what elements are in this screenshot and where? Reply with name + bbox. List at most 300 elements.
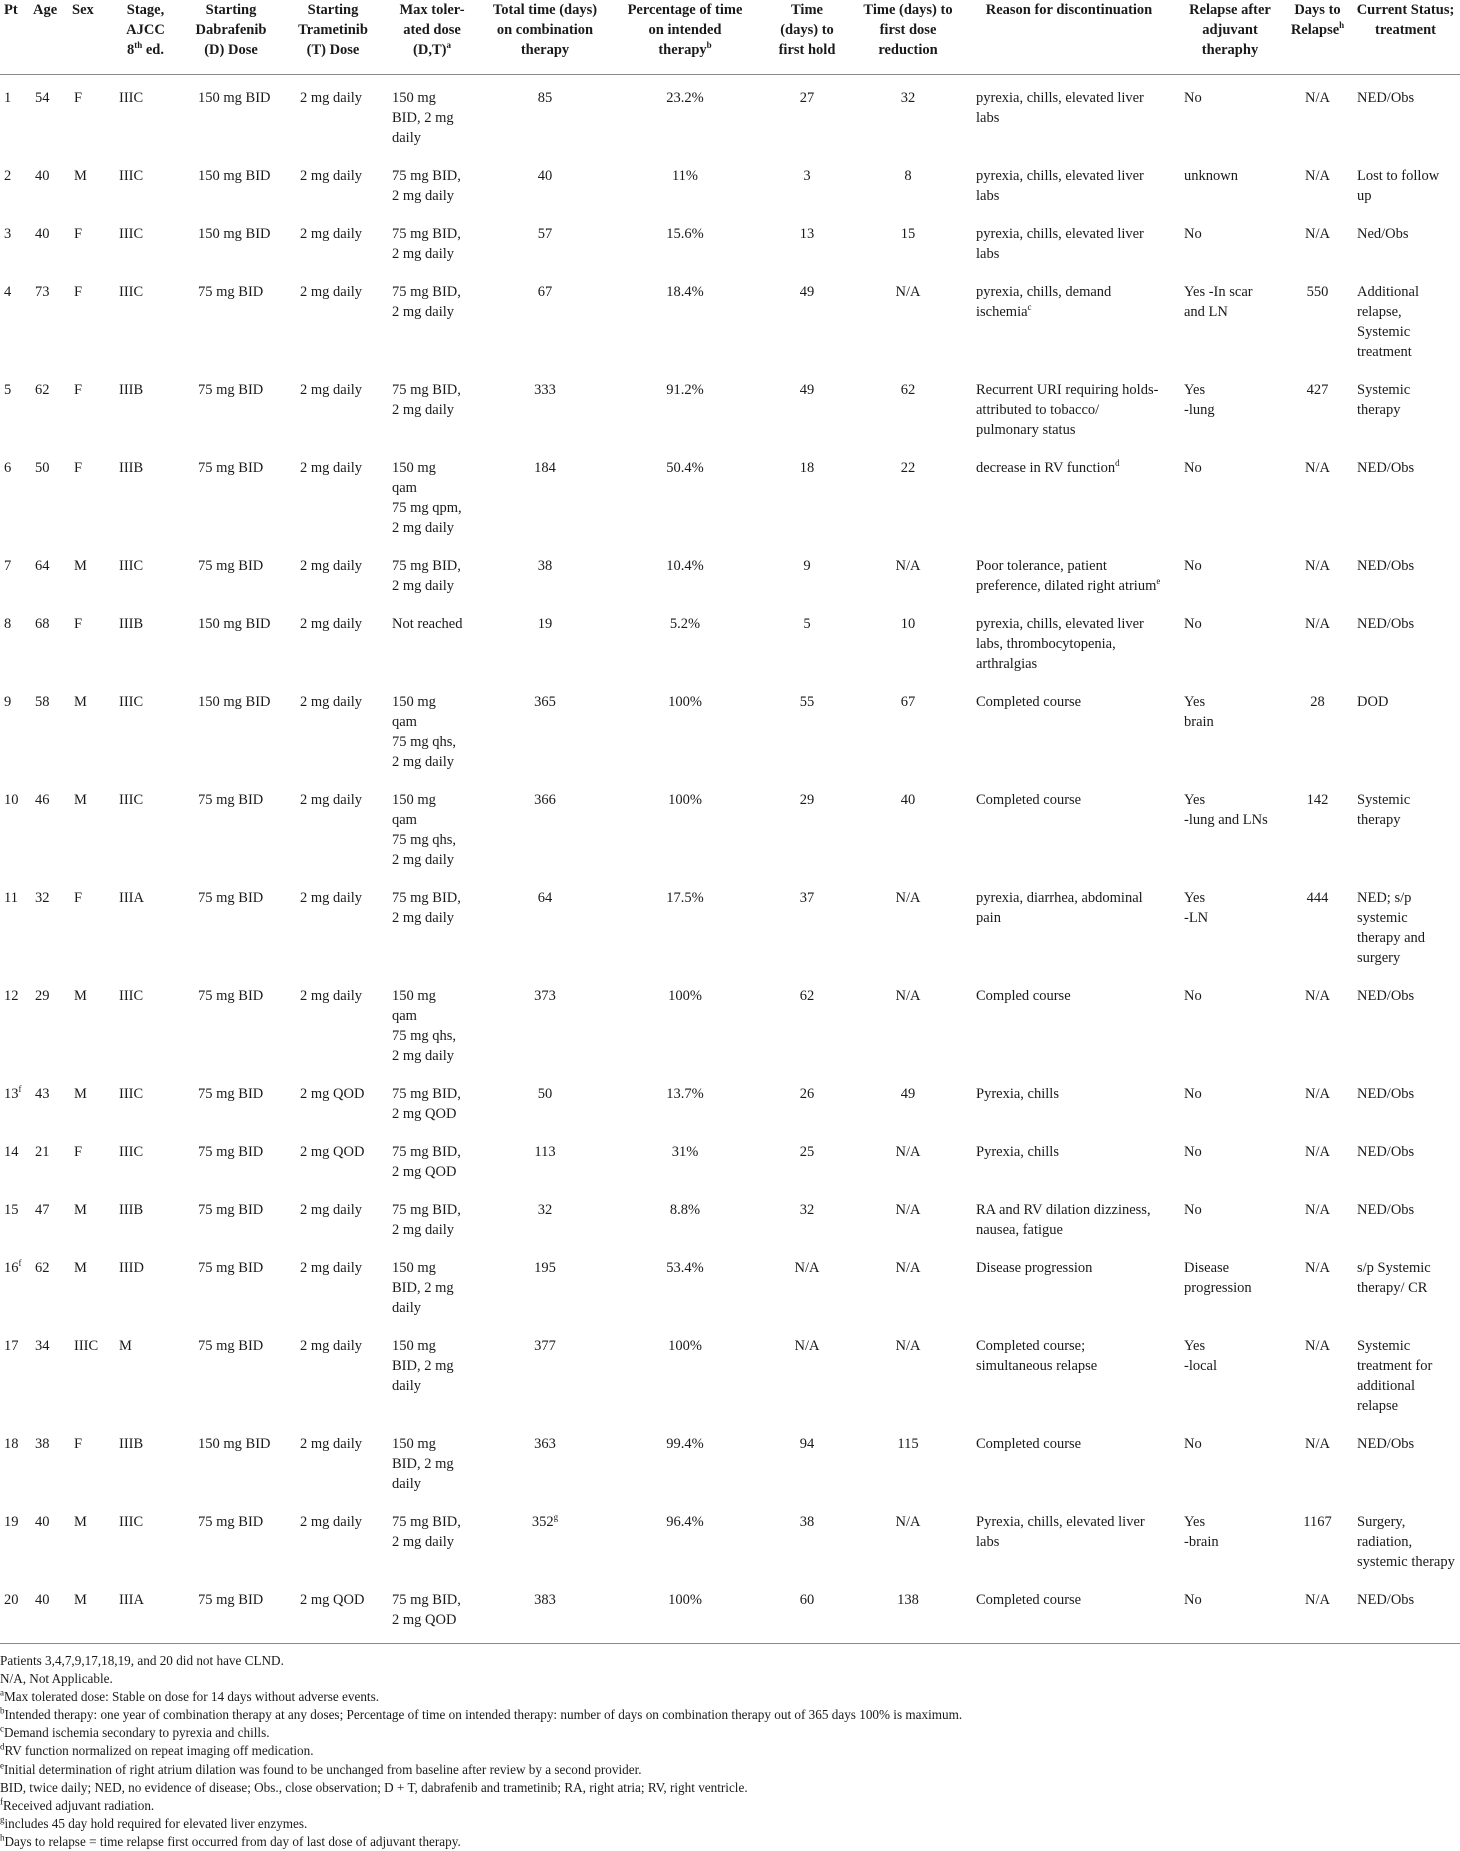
- cell-relapse: Yes -LN: [1184, 890, 1209, 926]
- footnote: $^f$Received adjuvant radiation.: [0, 1796, 155, 1813]
- cell-max-dose: 75 mg BID, 2 mg daily: [392, 168, 461, 204]
- cell-d-dose: 150 mg BID: [198, 616, 271, 632]
- cell-total: 40: [537, 168, 553, 184]
- table-row: [0, 679, 1460, 777]
- cell-sex: F: [74, 460, 83, 476]
- cell-d-dose: 150 mg BID: [198, 90, 271, 106]
- cell-stage: IIIC: [119, 988, 144, 1004]
- cell-pt: 8: [4, 616, 12, 632]
- cell-pt: 3: [4, 226, 12, 242]
- footnote: $^a$Max tolerated dose: Stable on dose for 14 days without adverse events.: [0, 1687, 380, 1705]
- cell-status: Systemic treatment for additional relapse: [1357, 1338, 1433, 1414]
- cell-days-relapse: N/A: [1305, 1592, 1330, 1608]
- cell-days-relapse: 28: [1310, 694, 1325, 710]
- cell-reduction: N/A: [895, 1338, 921, 1354]
- cell-stage: IIIB: [119, 616, 144, 632]
- cell-total: 184: [534, 460, 556, 476]
- cell-total: 373: [534, 988, 556, 1004]
- column-header-time-first-reduction: Time (days) to first dose reduction: [863, 2, 953, 58]
- cell-relapse: No: [1184, 1086, 1202, 1102]
- cell-max-dose: Not reached: [392, 616, 463, 632]
- cell-pt: 13$^f$: [4, 1084, 22, 1102]
- cell-age: 54: [35, 90, 50, 106]
- cell-relapse: No: [1184, 1144, 1202, 1160]
- cell-reason: Completed course: [976, 1592, 1082, 1608]
- cell-status: Surgery, radiation, systemic therapy: [1357, 1514, 1455, 1570]
- cell-hold: 13: [799, 226, 815, 242]
- cell-days-relapse: 142: [1306, 792, 1329, 808]
- cell-d-dose: 150 mg BID: [198, 694, 271, 710]
- cell-stage: IIIC: [119, 90, 144, 106]
- cell-relapse: No: [1184, 988, 1202, 1004]
- cell-total: 333: [534, 382, 556, 398]
- table-row: [0, 1499, 1460, 1577]
- cell-reason: Recurrent URI requiring holds- attributed to tobacco/ pulmonary status: [976, 382, 1159, 438]
- cell-pct: 8.8%: [669, 1202, 701, 1218]
- cell-hold: 60: [799, 1592, 815, 1608]
- cell-total: 38: [537, 558, 553, 574]
- cell-t-dose: 2 mg QOD: [300, 1592, 365, 1608]
- cell-hold: 32: [799, 1202, 815, 1218]
- cell-sex: F: [74, 90, 83, 106]
- cell-pt: 19: [4, 1514, 19, 1530]
- column-header-age: Age: [33, 2, 58, 18]
- cell-hold: N/A: [794, 1338, 820, 1354]
- cell-age: 62: [35, 1260, 50, 1276]
- cell-max-dose: 150 mg qam 75 mg qhs, 2 mg daily: [392, 988, 457, 1064]
- cell-pct: 100%: [668, 1592, 702, 1608]
- cell-stage: IIIC: [119, 1144, 144, 1160]
- footnote: $^h$Days to relapse = time relapse first occurred from day of last dose of adjuvant therapy.: [0, 1832, 461, 1849]
- cell-total: 113: [534, 1144, 556, 1160]
- cell-t-dose: 2 mg daily: [300, 694, 363, 710]
- cell-pt: 1: [4, 90, 12, 106]
- cell-reason: Disease progression: [976, 1260, 1093, 1276]
- cell-stage: IIIA: [119, 890, 144, 906]
- cell-d-dose: 75 mg BID: [198, 460, 264, 476]
- cell-relapse: Disease progression: [1184, 1260, 1252, 1296]
- table-row: [0, 75, 1460, 154]
- cell-reduction: 138: [897, 1592, 919, 1608]
- cell-max-dose: 75 mg BID, 2 mg daily: [392, 1202, 461, 1238]
- cell-max-dose: 75 mg BID, 2 mg daily: [392, 890, 461, 926]
- table-row: [0, 1187, 1460, 1245]
- footnote: $^b$Intended therapy: one year of combination therapy at any doses; Percentage of time on intended therapy: number of days on combination therapy out of 365 days 100% is maximum.: [0, 1705, 963, 1723]
- cell-total: 195: [534, 1260, 556, 1276]
- cell-pt: 14: [4, 1144, 19, 1160]
- cell-d-dose: 150 mg BID: [198, 226, 271, 242]
- cell-age: 32: [35, 890, 50, 906]
- cell-t-dose: 2 mg daily: [300, 382, 363, 398]
- cell-d-dose: 75 mg BID: [198, 1514, 264, 1530]
- table-row: [0, 1129, 1460, 1187]
- table-row: [0, 875, 1460, 973]
- cell-days-relapse: N/A: [1305, 616, 1330, 632]
- cell-reduction: 15: [900, 226, 916, 242]
- table-row: [0, 211, 1460, 269]
- cell-t-dose: 2 mg daily: [300, 226, 363, 242]
- table-row: [0, 1421, 1460, 1499]
- cell-reduction: N/A: [895, 890, 921, 906]
- cell-reduction: 40: [900, 792, 916, 808]
- cell-age: 73: [35, 284, 50, 300]
- cell-total: 57: [537, 226, 553, 242]
- cell-sex: M: [74, 1260, 87, 1276]
- cell-t-dose: 2 mg daily: [300, 1260, 363, 1276]
- cell-reason: pyrexia, chills, elevated liver labs: [976, 226, 1144, 262]
- cell-days-relapse: N/A: [1305, 1202, 1330, 1218]
- cell-reason: Pyrexia, chills, elevated liver labs: [976, 1514, 1145, 1550]
- cell-status: Systemic therapy: [1357, 792, 1411, 828]
- cell-days-relapse: 550: [1306, 284, 1329, 300]
- cell-max-dose: 75 mg BID, 2 mg daily: [392, 284, 461, 320]
- cell-pt: 18: [4, 1436, 19, 1452]
- cell-sex: M: [74, 694, 87, 710]
- cell-t-dose: 2 mg daily: [300, 284, 363, 300]
- cell-pt: 15: [4, 1202, 19, 1218]
- cell-reduction: 62: [900, 382, 916, 398]
- cell-pct: 23.2%: [666, 90, 704, 106]
- cell-reduction: N/A: [895, 1260, 921, 1276]
- table-row: [0, 1071, 1460, 1129]
- cell-hold: 18: [799, 460, 815, 476]
- cell-sex: M: [74, 1592, 87, 1608]
- cell-stage: IIIC: [119, 226, 144, 242]
- cell-max-dose: 150 mg qam 75 mg qhs, 2 mg daily: [392, 694, 457, 770]
- cell-t-dose: 2 mg daily: [300, 460, 363, 476]
- cell-age: 34: [35, 1338, 50, 1354]
- cell-t-dose: 2 mg daily: [300, 1202, 363, 1218]
- cell-relapse: unknown: [1184, 168, 1238, 184]
- cell-days-relapse: N/A: [1305, 226, 1330, 242]
- cell-total: 50: [537, 1086, 553, 1102]
- cell-reduction: N/A: [895, 1144, 921, 1160]
- cell-hold: 55: [799, 694, 815, 710]
- cell-reason: Completed course: [976, 792, 1082, 808]
- cell-d-dose: 75 mg BID: [198, 890, 264, 906]
- table-body: [0, 75, 1460, 1636]
- cell-sex: F: [74, 382, 83, 398]
- cell-reduction: N/A: [895, 284, 921, 300]
- cell-reduction: 67: [900, 694, 916, 710]
- cell-stage: IIID: [119, 1260, 144, 1276]
- cell-pct: 100%: [668, 988, 702, 1004]
- cell-status: NED/Obs: [1357, 1592, 1415, 1608]
- cell-age: 58: [35, 694, 50, 710]
- cell-pct: 17.5%: [666, 890, 704, 906]
- cell-t-dose: 2 mg QOD: [300, 1144, 365, 1160]
- cell-total: 352$^g$: [531, 1512, 559, 1530]
- cell-sex: F: [74, 284, 83, 300]
- cell-days-relapse: N/A: [1305, 90, 1330, 106]
- cell-sex: M: [74, 1514, 87, 1530]
- cell-total: 64: [537, 890, 553, 906]
- cell-sex: F: [74, 890, 83, 906]
- cell-d-dose: 150 mg BID: [198, 1436, 271, 1452]
- table-row: [0, 367, 1460, 445]
- cell-age: 40: [35, 1514, 50, 1530]
- footnote: $^g$includes 45 day hold required for elevated liver enzymes.: [0, 1814, 308, 1831]
- cell-hold: 3: [803, 168, 811, 184]
- cell-sex: M: [74, 1202, 87, 1218]
- cell-pt: 9: [4, 694, 12, 710]
- cell-status: NED/Obs: [1357, 988, 1415, 1004]
- cell-sex: M: [74, 558, 87, 574]
- cell-relapse: No: [1184, 558, 1202, 574]
- cell-pct: 5.2%: [669, 616, 701, 632]
- cell-hold: 29: [799, 792, 815, 808]
- cell-pct: 50.4%: [666, 460, 704, 476]
- cell-d-dose: 150 mg BID: [198, 168, 271, 184]
- cell-pct: 91.2%: [666, 382, 704, 398]
- cell-hold: 62: [799, 988, 815, 1004]
- cell-days-relapse: N/A: [1305, 988, 1330, 1004]
- cell-age: 40: [35, 168, 50, 184]
- cell-t-dose: 2 mg daily: [300, 1338, 363, 1354]
- cell-total: 67: [537, 284, 553, 300]
- cell-status: NED/Obs: [1357, 1144, 1415, 1160]
- cell-stage: IIIC: [119, 1514, 144, 1530]
- cell-reduction: N/A: [895, 988, 921, 1004]
- cell-hold: 37: [799, 890, 815, 906]
- cell-reason: Pyrexia, chills: [976, 1144, 1059, 1160]
- cell-relapse: No: [1184, 1202, 1202, 1218]
- cell-pt: 6: [4, 460, 12, 476]
- column-header-stage: Stage, AJCC 8th ed.: [126, 2, 165, 58]
- cell-reason: pyrexia, chills, demand ischemia$^c$: [976, 284, 1112, 320]
- column-header-total-time: Total time (days) on combination therapy: [492, 2, 598, 58]
- cell-d-dose: 75 mg BID: [198, 1260, 264, 1276]
- table-row: [0, 269, 1460, 367]
- cell-d-dose: 75 mg BID: [198, 382, 264, 398]
- cell-status: Ned/Obs: [1357, 226, 1409, 242]
- cell-relapse: Yes -brain: [1184, 1514, 1219, 1550]
- cell-d-dose: 75 mg BID: [198, 1592, 264, 1608]
- cell-reduction: 49: [900, 1086, 916, 1102]
- cell-days-relapse: N/A: [1305, 558, 1330, 574]
- cell-status: Additional relapse, Systemic treatment: [1357, 284, 1420, 360]
- cell-hold: 94: [799, 1436, 815, 1452]
- cell-age: 47: [35, 1202, 50, 1218]
- cell-pct: 10.4%: [666, 558, 704, 574]
- cell-pct: 11%: [671, 168, 699, 184]
- column-header-reason: Reason for discontinuation: [985, 2, 1153, 18]
- cell-days-relapse: N/A: [1305, 168, 1330, 184]
- cell-status: NED/Obs: [1357, 558, 1415, 574]
- cell-total: 363: [534, 1436, 556, 1452]
- cell-days-relapse: N/A: [1305, 1338, 1330, 1354]
- cell-days-relapse: N/A: [1305, 1144, 1330, 1160]
- cell-status: NED/Obs: [1357, 1436, 1415, 1452]
- cell-age: 29: [35, 988, 50, 1004]
- cell-sex: M: [74, 988, 87, 1004]
- cell-age: 50: [35, 460, 50, 476]
- cell-days-relapse: N/A: [1305, 1260, 1330, 1276]
- cell-reduction: N/A: [895, 1202, 921, 1218]
- cell-max-dose: 75 mg BID, 2 mg QOD: [392, 1592, 461, 1628]
- cell-max-dose: 150 mg BID, 2 mg daily: [392, 90, 454, 146]
- cell-max-dose: 75 mg BID, 2 mg daily: [392, 558, 461, 594]
- column-header-current-status: Current Status; treatment: [1356, 2, 1455, 38]
- cell-max-dose: 75 mg BID, 2 mg QOD: [392, 1086, 461, 1122]
- cell-sex: F: [74, 1436, 83, 1452]
- cell-age: 46: [35, 792, 50, 808]
- cell-stage: IIIB: [119, 1436, 144, 1452]
- cell-reason: RA and RV dilation dizziness, nausea, fatigue: [976, 1202, 1151, 1238]
- cell-total: 365: [534, 694, 556, 710]
- cell-pt: 7: [4, 558, 12, 574]
- cell-pct: 53.4%: [666, 1260, 704, 1276]
- table-row: [0, 973, 1460, 1071]
- cell-status: NED/Obs: [1357, 616, 1415, 632]
- table-row: [0, 1245, 1460, 1323]
- cell-sex: M: [74, 168, 87, 184]
- cell-hold: N/A: [794, 1260, 820, 1276]
- footnote: BID, twice daily; NED, no evidence of disease; Obs., close observation; D + T, dabrafenib and trametinib; RA, right atria; RV, right ventricle.: [0, 1779, 748, 1795]
- cell-hold: 25: [799, 1144, 815, 1160]
- column-header-time-first-hold: Time (days) to first hold: [778, 2, 836, 58]
- cell-max-dose: 75 mg BID, 2 mg QOD: [392, 1144, 461, 1180]
- cell-pt: 10: [4, 792, 19, 808]
- cell-pct: 18.4%: [666, 284, 704, 300]
- header-row: [0, 0, 1460, 75]
- cell-relapse: No: [1184, 460, 1202, 476]
- cell-age: 43: [35, 1086, 50, 1102]
- cell-sex: F: [74, 226, 83, 242]
- cell-stage: IIIB: [119, 460, 144, 476]
- cell-reason: decrease in RV function$^d$: [976, 458, 1120, 476]
- cell-total: 19: [537, 616, 553, 632]
- cell-days-relapse: 444: [1306, 890, 1329, 906]
- cell-hold: 38: [799, 1514, 815, 1530]
- cell-t-dose: 2 mg daily: [300, 792, 363, 808]
- cell-pct: 100%: [668, 1338, 702, 1354]
- cell-stage: IIIC: [119, 694, 144, 710]
- cell-pct: 100%: [668, 792, 702, 808]
- cell-pct: 13.7%: [666, 1086, 704, 1102]
- footnote: $^c$Demand ischemia secondary to pyrexia and chills.: [0, 1723, 270, 1741]
- cell-pt: 11: [4, 890, 18, 906]
- cell-pct: 15.6%: [666, 226, 704, 242]
- column-header-trametinib-dose: Starting Trametinib (T) Dose: [298, 2, 368, 58]
- cell-pt: 17: [4, 1338, 19, 1354]
- cell-sex: M: [74, 792, 87, 808]
- cell-reduction: N/A: [895, 558, 921, 574]
- cell-stage: IIIB: [119, 382, 144, 398]
- cell-d-dose: 75 mg BID: [198, 1144, 264, 1160]
- cell-days-relapse: N/A: [1305, 1086, 1330, 1102]
- cell-t-dose: 2 mg daily: [300, 616, 363, 632]
- cell-age: 21: [35, 1144, 50, 1160]
- cell-total: 377: [534, 1338, 556, 1354]
- cell-d-dose: 75 mg BID: [198, 1202, 264, 1218]
- cell-status: s/p Systemic therapy/ CR: [1357, 1260, 1431, 1296]
- cell-t-dose: 2 mg daily: [300, 1436, 363, 1452]
- cell-total: 383: [534, 1592, 556, 1608]
- footnote: Patients 3,4,7,9,17,18,19, and 20 did not have CLND.: [0, 1653, 284, 1668]
- cell-sex: M: [74, 1086, 87, 1102]
- cell-pt: 20: [4, 1592, 19, 1608]
- cell-d-dose: 75 mg BID: [198, 792, 264, 808]
- cell-t-dose: 2 mg daily: [300, 168, 363, 184]
- cell-total: 366: [534, 792, 556, 808]
- cell-max-dose: 75 mg BID, 2 mg daily: [392, 382, 461, 418]
- cell-reason: Completed course: [976, 1436, 1082, 1452]
- column-header-pt: Pt: [4, 2, 18, 18]
- cell-reason: pyrexia, chills, elevated liver labs, thrombocytopenia, arthralgias: [976, 616, 1144, 672]
- cell-d-dose: 75 mg BID: [198, 988, 264, 1004]
- cell-t-dose: 2 mg daily: [300, 558, 363, 574]
- cell-max-dose: 150 mg BID, 2 mg daily: [392, 1338, 454, 1394]
- cell-reason: Completed course: [976, 694, 1082, 710]
- cell-relapse: No: [1184, 226, 1202, 242]
- cell-reason: Compled course: [976, 988, 1071, 1004]
- cell-relapse: Yes -lung: [1184, 382, 1215, 418]
- cell-max-dose: 75 mg BID, 2 mg daily: [392, 1514, 461, 1550]
- cell-hold: 49: [799, 284, 815, 300]
- cell-t-dose: 2 mg daily: [300, 1514, 363, 1530]
- cell-total: 32: [537, 1202, 553, 1218]
- cell-stage: IIIC: [119, 792, 144, 808]
- column-header-relapse: Relapse after adjuvant theraphy: [1189, 2, 1271, 58]
- cell-pt: 2: [4, 168, 12, 184]
- cell-relapse: No: [1184, 1436, 1202, 1452]
- cell-pct: 96.4%: [666, 1514, 704, 1530]
- cell-reason: Poor tolerance, patient preference, dilated right atrium$^e$: [976, 558, 1161, 594]
- column-header-percentage-time: Percentage of time on intended therapy$^b$: [627, 2, 743, 58]
- cell-age: 64: [35, 558, 50, 574]
- cell-days-relapse: N/A: [1305, 460, 1330, 476]
- column-header-days-to-relapse: Days to Relapse$^h$: [1290, 2, 1345, 38]
- cell-sex: F: [74, 1144, 83, 1160]
- cell-max-dose: 150 mg qam 75 mg qhs, 2 mg daily: [392, 792, 457, 868]
- cell-d-dose: 75 mg BID: [198, 284, 264, 300]
- cell-stage: IIIC: [119, 168, 144, 184]
- table-row: [0, 1577, 1460, 1635]
- cell-max-dose: 150 mg BID, 2 mg daily: [392, 1260, 454, 1316]
- cell-stage: M: [119, 1338, 132, 1354]
- cell-age: 68: [35, 616, 50, 632]
- column-header-sex: Sex: [72, 2, 94, 18]
- cell-pt: 16$^f$: [4, 1258, 22, 1276]
- cell-pt: 12: [4, 988, 19, 1004]
- table-row: [0, 445, 1460, 543]
- cell-hold: 5: [803, 616, 811, 632]
- cell-relapse: Yes brain: [1184, 694, 1214, 730]
- column-header-dabrafenib-dose: Starting Dabrafenib (D) Dose: [195, 2, 267, 58]
- cell-status: NED/Obs: [1357, 90, 1415, 106]
- cell-reason: pyrexia, chills, elevated liver labs: [976, 90, 1144, 126]
- cell-age: 40: [35, 226, 50, 242]
- footnote: $^d$RV function normalized on repeat imaging off medication.: [0, 1742, 314, 1759]
- cell-d-dose: 75 mg BID: [198, 558, 264, 574]
- cell-reduction: 115: [897, 1436, 919, 1452]
- column-header-max-tolerated-dose: Max toler- ated dose $(D,T)^a$: [399, 2, 465, 58]
- cell-max-dose: 75 mg BID, 2 mg daily: [392, 226, 461, 262]
- table-row: [0, 1323, 1460, 1421]
- cell-sex: IIIC: [74, 1338, 99, 1354]
- cell-d-dose: 75 mg BID: [198, 1086, 264, 1102]
- cell-reduction: N/A: [895, 1514, 921, 1530]
- table-row: [0, 777, 1460, 875]
- cell-reduction: 8: [904, 168, 912, 184]
- cell-t-dose: 2 mg daily: [300, 90, 363, 106]
- cell-status: NED/Obs: [1357, 1086, 1415, 1102]
- cell-stage: IIIC: [119, 284, 144, 300]
- cell-days-relapse: N/A: [1305, 1436, 1330, 1452]
- cell-status: DOD: [1357, 694, 1389, 710]
- cell-reason: pyrexia, chills, elevated liver labs: [976, 168, 1144, 204]
